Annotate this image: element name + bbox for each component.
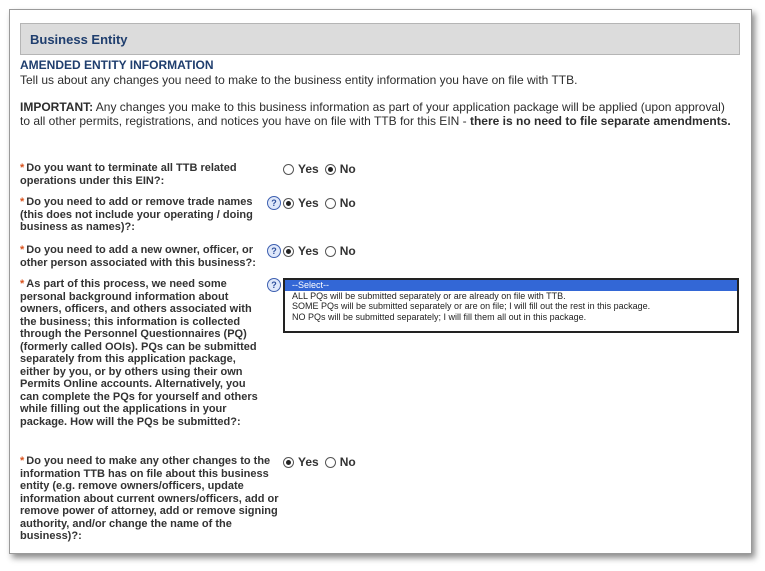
trade-names-yes-option[interactable] [283,196,319,210]
listbox-option[interactable]: --Select-- [285,280,737,291]
question-text: Do you need to add or remove trade names (this does not include your operating / doing business as names)?: [20,196,253,233]
other-changes-no-option[interactable] [325,455,356,469]
question-trade-names-radios [283,196,362,210]
radio-label-no: No [339,196,356,210]
question-text: Do you want to terminate all TTB related operations under this EIN?: [20,162,237,187]
section-header [20,23,740,55]
required-marker: * [20,455,25,467]
radio-other-changes-no[interactable] [325,457,336,468]
question-trade-names-label [20,196,265,234]
radio-new-owner-no[interactable] [325,246,336,257]
important-label: IMPORTANT: [20,100,94,114]
radio-trade-names-no[interactable] [325,198,336,209]
help-icon[interactable]: ? [267,196,281,210]
question-other-changes-radios [283,455,362,469]
required-marker: * [20,162,25,174]
required-marker: * [20,244,25,256]
radio-label-no: No [339,244,356,258]
radio-label-no: No [339,162,356,176]
intro-text: Tell us about any changes you need to make to the business entity information you have on file with TTB. [20,73,578,87]
question-terminate-label [20,162,265,187]
help-icon[interactable]: ? [267,278,281,292]
radio-terminate-no[interactable] [325,164,336,175]
required-marker: * [20,278,25,290]
question-text: As part of this process, we need some personal background information about owners, officers, and others associated with the business; this information is collected through the Personnel Questionnaires (PQ) (formerly called OOIs). PQs can be submitted separately from this application package, either by you, or by others using their own Permits Online accounts. Alternatively, you can complete the PQs for yourself and others while filling out the applications in your package. How will the PQs be submitted?: [20,278,258,428]
radio-label-yes: Yes [298,162,319,176]
listbox-option[interactable]: SOME PQs will be submitted separately or are on file; I will fill out the rest in this package. [292,301,651,311]
trade-names-no-option[interactable] [325,196,356,210]
radio-terminate-yes[interactable] [283,164,294,175]
important-notice [20,100,735,128]
question-new-owner-label [20,244,265,269]
question-text: Do you need to add a new owner, officer, or other person associated with this business?: [20,244,256,269]
listbox-option[interactable]: ALL PQs will be submitted separately or are already on file with TTB. [292,290,566,301]
new-owner-yes-option[interactable] [283,244,319,258]
important-bold-end: there is no need to file separate amendments. [469,114,731,128]
terminate-yes-option[interactable] [283,162,319,176]
question-terminate-radios [283,162,362,176]
required-marker: * [20,196,25,208]
radio-trade-names-yes[interactable] [283,198,294,209]
pq-submission-listbox[interactable] [283,278,739,333]
radio-new-owner-yes[interactable] [283,246,294,257]
radio-label-yes: Yes [298,196,319,210]
radio-label-no: No [339,455,356,469]
listbox-option[interactable]: NO PQs will be submitted separately; I will fill them all out in this package. [292,311,587,322]
help-icon[interactable]: ? [267,244,281,258]
important-text: Any changes you make to this business information as part of your application package will be applied (upon approval) to all other permits, registrations, and notices you have on file with TTB for this EIN - [20,100,725,128]
section-title: Business Entity [30,32,128,47]
business-entity-panel [9,9,752,554]
radio-label-yes: Yes [298,244,319,258]
radio-label-yes: Yes [298,455,319,469]
radio-other-changes-yes[interactable] [283,457,294,468]
new-owner-no-option[interactable] [325,244,356,258]
question-text: Do you need to make any other changes to the information TTB has on file about this business entity (e.g. remove owners/officers, update information about current owners/officers, add or remove power of attorney, add or remove signing authority, and/or change the name of the business)?: [20,455,279,542]
question-new-owner-radios [283,244,362,258]
amended-entity-heading: AMENDED ENTITY INFORMATION [20,58,214,72]
other-changes-yes-option[interactable] [283,455,319,469]
question-other-changes-label [20,455,282,543]
terminate-no-option[interactable] [325,162,356,176]
question-pq-label [20,278,265,428]
